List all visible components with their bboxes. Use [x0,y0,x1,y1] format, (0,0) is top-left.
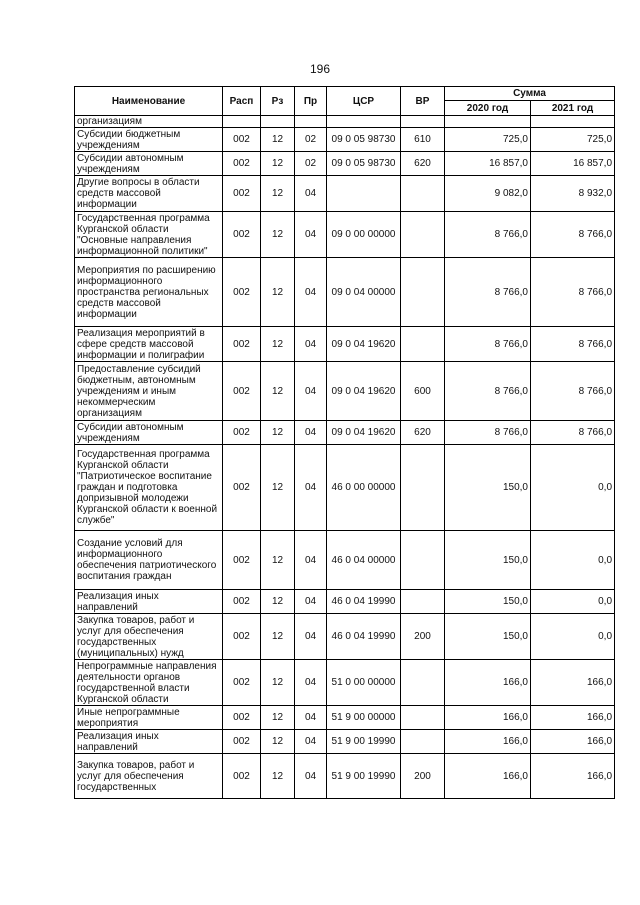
row-rasp: 002 [223,258,261,327]
row-amount-2021: 16 857,0 [531,152,615,176]
row-amount-2020: 166,0 [445,660,531,706]
row-csr: 09 0 05 98730 [327,128,401,152]
row-vr [401,706,445,730]
table-row [75,531,615,590]
row-csr [327,116,401,128]
row-amount-2021: 8 766,0 [531,258,615,327]
row-rasp: 002 [223,212,261,258]
table-row [75,590,615,614]
row-csr: 51 9 00 00000 [327,706,401,730]
table-row [75,212,615,258]
row-pr: 04 [295,327,327,362]
row-pr: 04 [295,706,327,730]
row-rz: 12 [261,754,295,799]
row-name: Мероприятия по расширению информационного пространства региональных средств массовой информации [75,258,223,327]
header-year-2020: 2020 год [445,101,531,116]
row-amount-2021: 166,0 [531,730,615,754]
row-csr: 09 0 05 98730 [327,152,401,176]
table-row [75,730,615,754]
row-name: Закупка товаров, работ и услуг для обеспечения государственных (муниципальных) нужд [75,614,223,660]
row-pr: 04 [295,754,327,799]
row-rasp: 002 [223,421,261,445]
row-vr [401,590,445,614]
row-pr: 04 [295,445,327,531]
header-pr: Пр [295,87,327,116]
row-pr: 04 [295,258,327,327]
row-vr [401,327,445,362]
row-csr: 09 0 04 19620 [327,421,401,445]
row-csr: 46 0 04 19990 [327,614,401,660]
table-row [75,421,615,445]
row-csr: 09 0 04 00000 [327,258,401,327]
row-pr: 02 [295,152,327,176]
row-amount-2021 [531,116,615,128]
row-rasp: 002 [223,730,261,754]
row-rasp: 002 [223,706,261,730]
row-vr [401,212,445,258]
row-rasp: 002 [223,754,261,799]
row-rasp: 002 [223,128,261,152]
row-csr: 46 0 04 19990 [327,590,401,614]
row-name: Субсидии автономным учреждениям [75,421,223,445]
row-pr: 04 [295,614,327,660]
table-row [75,128,615,152]
header-year-2021: 2021 год [531,101,615,116]
row-amount-2020: 8 766,0 [445,258,531,327]
row-csr: 51 9 00 19990 [327,754,401,799]
row-amount-2020: 166,0 [445,706,531,730]
row-vr: 620 [401,152,445,176]
row-rz: 12 [261,258,295,327]
table-row [75,660,615,706]
row-rasp: 002 [223,531,261,590]
row-rasp: 002 [223,590,261,614]
row-amount-2020: 8 766,0 [445,212,531,258]
row-vr [401,660,445,706]
row-amount-2020 [445,116,531,128]
row-pr: 04 [295,730,327,754]
row-vr [401,258,445,327]
row-name: Субсидии автономным учреждениям [75,152,223,176]
row-rz: 12 [261,730,295,754]
row-rz: 12 [261,327,295,362]
row-pr: 04 [295,590,327,614]
table-row [75,362,615,421]
row-vr: 200 [401,614,445,660]
row-amount-2021: 8 766,0 [531,362,615,421]
row-pr: 04 [295,421,327,445]
row-rasp: 002 [223,362,261,421]
row-vr: 600 [401,362,445,421]
row-vr [401,176,445,212]
header-rz: Рз [261,87,295,116]
row-csr: 51 9 00 19990 [327,730,401,754]
row-vr: 620 [401,421,445,445]
row-name: Реализация иных направлений [75,730,223,754]
row-rasp [223,116,261,128]
row-amount-2021: 8 766,0 [531,327,615,362]
row-amount-2020: 166,0 [445,730,531,754]
row-csr: 51 0 00 00000 [327,660,401,706]
row-amount-2020: 8 766,0 [445,421,531,445]
header-vr: ВР [401,87,445,116]
row-csr: 46 0 00 00000 [327,445,401,531]
row-csr [327,176,401,212]
table-row [75,152,615,176]
table-row [75,176,615,212]
table-row [75,116,615,128]
header-csr: ЦСР [327,87,401,116]
row-rasp: 002 [223,152,261,176]
row-amount-2021: 0,0 [531,445,615,531]
row-rz: 12 [261,590,295,614]
row-pr: 04 [295,660,327,706]
row-amount-2020: 8 766,0 [445,327,531,362]
row-amount-2021: 166,0 [531,754,615,799]
table-row [75,258,615,327]
row-name: Субсидии бюджетным учреждениям [75,128,223,152]
row-name: Реализация иных направлений [75,590,223,614]
row-amount-2020: 150,0 [445,590,531,614]
table-row [75,706,615,730]
row-pr [295,116,327,128]
row-pr: 04 [295,531,327,590]
table-row [75,754,615,799]
header-rasp: Расп [223,87,261,116]
row-name: Государственная программа Курганской области "Патриотическое воспитание граждан и подготовка допризывной молодежи Курганской области к военной службе" [75,445,223,531]
row-amount-2020: 9 082,0 [445,176,531,212]
row-name: Создание условий для информационного обеспечения патриотического воспитания граждан [75,531,223,590]
row-amount-2021: 166,0 [531,706,615,730]
row-amount-2020: 150,0 [445,614,531,660]
row-name: Государственная программа Курганской области "Основные направления информационной политики" [75,212,223,258]
row-csr: 46 0 04 00000 [327,531,401,590]
table-row [75,614,615,660]
row-amount-2021: 8 766,0 [531,421,615,445]
row-name: Иные непрограммные мероприятия [75,706,223,730]
row-rz: 12 [261,176,295,212]
row-vr [401,730,445,754]
row-pr: 04 [295,176,327,212]
row-amount-2021: 0,0 [531,614,615,660]
header-summa: Сумма [445,87,615,101]
row-amount-2021: 0,0 [531,531,615,590]
table-row [75,327,615,362]
row-name: Непрограммные направления деятельности органов государственной власти Курганской области [75,660,223,706]
row-amount-2021: 8 932,0 [531,176,615,212]
row-rz: 12 [261,531,295,590]
row-vr [401,445,445,531]
table-row [75,445,615,531]
row-name: организациям [75,116,223,128]
row-amount-2020: 725,0 [445,128,531,152]
row-csr: 09 0 04 19620 [327,362,401,421]
row-rasp: 002 [223,327,261,362]
page-number: 196 [309,62,331,76]
row-rasp: 002 [223,614,261,660]
row-amount-2020: 150,0 [445,531,531,590]
row-csr: 09 0 04 19620 [327,327,401,362]
row-amount-2021: 8 766,0 [531,212,615,258]
row-vr [401,531,445,590]
row-amount-2021: 166,0 [531,660,615,706]
row-vr: 200 [401,754,445,799]
row-name: Реализация мероприятий в сфере средств массовой информации и полиграфии [75,327,223,362]
row-amount-2021: 0,0 [531,590,615,614]
row-rz: 12 [261,128,295,152]
row-rz: 12 [261,212,295,258]
row-rasp: 002 [223,176,261,212]
row-amount-2020: 16 857,0 [445,152,531,176]
row-rz: 12 [261,660,295,706]
row-csr: 09 0 00 00000 [327,212,401,258]
row-pr: 04 [295,362,327,421]
row-pr: 02 [295,128,327,152]
row-name: Другие вопросы в области средств массовой информации [75,176,223,212]
row-amount-2020: 8 766,0 [445,362,531,421]
row-rz: 12 [261,706,295,730]
row-amount-2021: 725,0 [531,128,615,152]
row-pr: 04 [295,212,327,258]
row-rasp: 002 [223,660,261,706]
row-amount-2020: 166,0 [445,754,531,799]
budget-table [74,86,615,799]
row-name: Закупка товаров, работ и услуг для обеспечения государственных [75,754,223,799]
row-name: Предоставление субсидий бюджетным, автономным учреждениям и иным некоммерческим организациям [75,362,223,421]
row-vr [401,116,445,128]
row-rz: 12 [261,362,295,421]
row-rz: 12 [261,421,295,445]
row-rz: 12 [261,614,295,660]
header-name: Наименование [75,87,223,116]
row-rz [261,116,295,128]
row-rasp: 002 [223,445,261,531]
row-rz: 12 [261,152,295,176]
row-vr: 610 [401,128,445,152]
row-amount-2020: 150,0 [445,445,531,531]
row-rz: 12 [261,445,295,531]
